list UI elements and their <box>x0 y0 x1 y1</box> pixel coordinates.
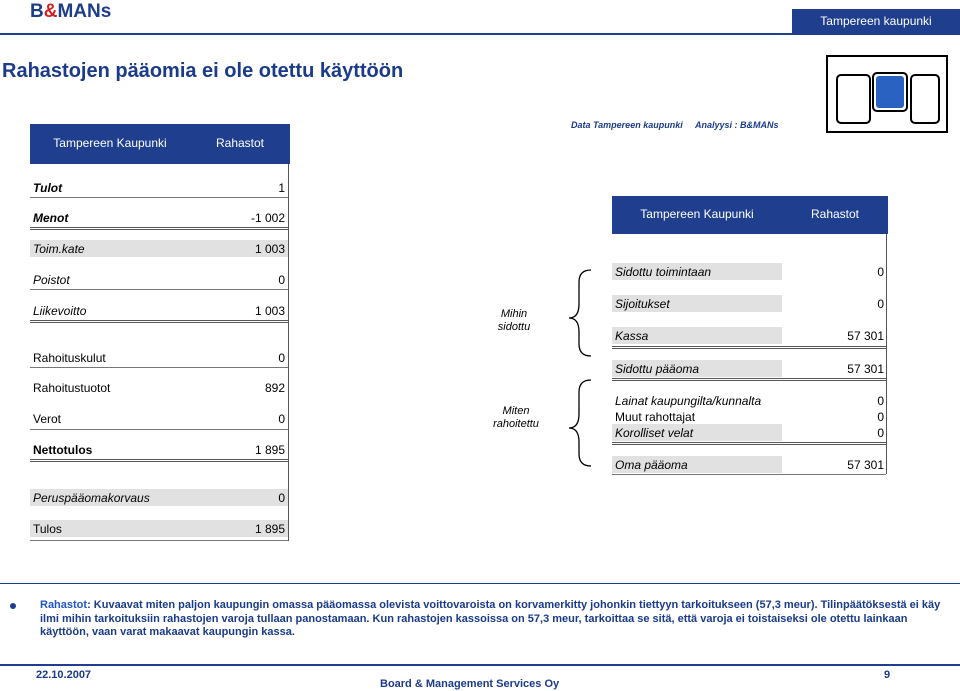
row-divider <box>30 429 288 430</box>
row-value: 57 301 <box>847 329 884 343</box>
row-value: 0 <box>877 394 884 408</box>
analyst-credit: Analyysi : B&MANs <box>695 120 779 130</box>
row-label: Sijoitukset <box>615 297 670 311</box>
row-label: Menot <box>33 211 69 225</box>
row-divider <box>30 320 288 323</box>
row-value: 1 <box>278 181 285 195</box>
row-divider <box>612 474 886 475</box>
brace-label-mihin: Mihin sidottu <box>497 308 531 334</box>
brand-logo-text: B&MANs <box>30 1 112 22</box>
notes-divider <box>0 583 960 584</box>
row-label: Liikevoitto <box>33 304 87 318</box>
row-divider <box>30 367 288 368</box>
row-value: 1 895 <box>254 522 285 536</box>
row-value: 0 <box>877 410 884 424</box>
note-text <box>40 599 945 640</box>
row-value: 0 <box>278 412 285 426</box>
col-header-city: Tampereen Kaupunki <box>30 124 190 164</box>
table-border <box>288 164 289 541</box>
row-value: 0 <box>877 297 884 311</box>
footer-page-number: 9 <box>884 669 891 681</box>
curly-brace-icon <box>565 268 595 468</box>
row-value: 1 895 <box>254 443 285 457</box>
note-keyword: Rahastot <box>40 599 88 611</box>
logo-card-icon <box>836 74 871 124</box>
row-value: 892 <box>264 381 285 395</box>
row-value: 57 301 <box>847 458 884 472</box>
row-label: Verot <box>33 412 62 426</box>
col-header-funds: Rahastot <box>190 124 290 164</box>
logo-card-highlight-icon <box>872 72 908 112</box>
page-title: Rahastojen pääomia ei ole otettu käyttöön <box>2 60 404 82</box>
row-divider <box>612 442 886 445</box>
row-value: -1 002 <box>250 211 285 225</box>
bullet-icon <box>10 603 16 609</box>
row-label: Peruspääomakorvaus <box>33 491 150 505</box>
col-header-city: Tampereen Kaupunki <box>612 196 782 234</box>
row-label: Muut rahottajat <box>615 410 696 424</box>
row-label: Oma pääoma <box>615 458 688 472</box>
brace-label-miten: Miten rahoitettu <box>493 405 539 431</box>
footer-divider <box>0 664 960 666</box>
row-value: 57 301 <box>847 362 884 376</box>
row-value: 0 <box>877 426 884 440</box>
row-label: Rahoituskulut <box>33 351 106 365</box>
row-divider <box>30 197 288 198</box>
row-label: Tulot <box>33 181 63 195</box>
row-value: 1 003 <box>254 304 285 318</box>
row-value: 0 <box>877 265 884 279</box>
footer-date: 22.10.2007 <box>36 669 92 681</box>
table-border <box>886 234 887 474</box>
row-label: Nettotulos <box>33 443 93 457</box>
row-label: Kassa <box>615 329 649 343</box>
row-label: Korolliset velat <box>615 426 694 440</box>
row-label: Tulos <box>33 522 62 536</box>
row-value: 0 <box>278 273 285 287</box>
row-value: 1 003 <box>254 242 285 256</box>
row-divider <box>612 346 886 349</box>
row-divider <box>30 227 288 230</box>
row-label: Rahoitustuotot <box>33 381 111 395</box>
footer-company: Board & Management Services Oy <box>380 678 560 690</box>
row-value: 0 <box>278 491 285 505</box>
row-divider <box>30 459 288 462</box>
row-value: 0 <box>278 351 285 365</box>
row-label: Poistot <box>33 273 70 287</box>
logo-card-icon <box>910 74 940 124</box>
data-source: Data Tampereen kaupunki <box>571 120 683 130</box>
row-label: Lainat kaupungilta/kunnalta <box>615 394 762 408</box>
row-divider <box>30 540 288 541</box>
row-divider <box>612 378 886 381</box>
row-divider <box>30 289 288 290</box>
city-tag: Tampereen kaupunki <box>792 9 960 33</box>
row-label: Sidottu pääoma <box>615 362 700 376</box>
row-label: Sidottu toimintaan <box>615 265 712 279</box>
header-divider <box>0 33 960 35</box>
col-header-funds: Rahastot <box>782 196 888 234</box>
note-body: : Kuvaavat miten paljon kaupungin omassa pääomassa olevista voittovaroista on korvamerkitty johonkin tiettyyn tarkoitukseen (57,3 meur). Tilinpäätöksestä ei käy ilmi mihin tarkoituksiin rahastojen varoja tullaan panostamaan. Kun rahastojen kassoissa on 57,3 meur, tarkoittaa se sitä, että varoja ei toistaiseksi ole otettu lainkaan käyttöön, vaan varat makaavat kaupungin kassa. <box>40 599 941 638</box>
row-label: Toim.kate <box>33 242 85 256</box>
